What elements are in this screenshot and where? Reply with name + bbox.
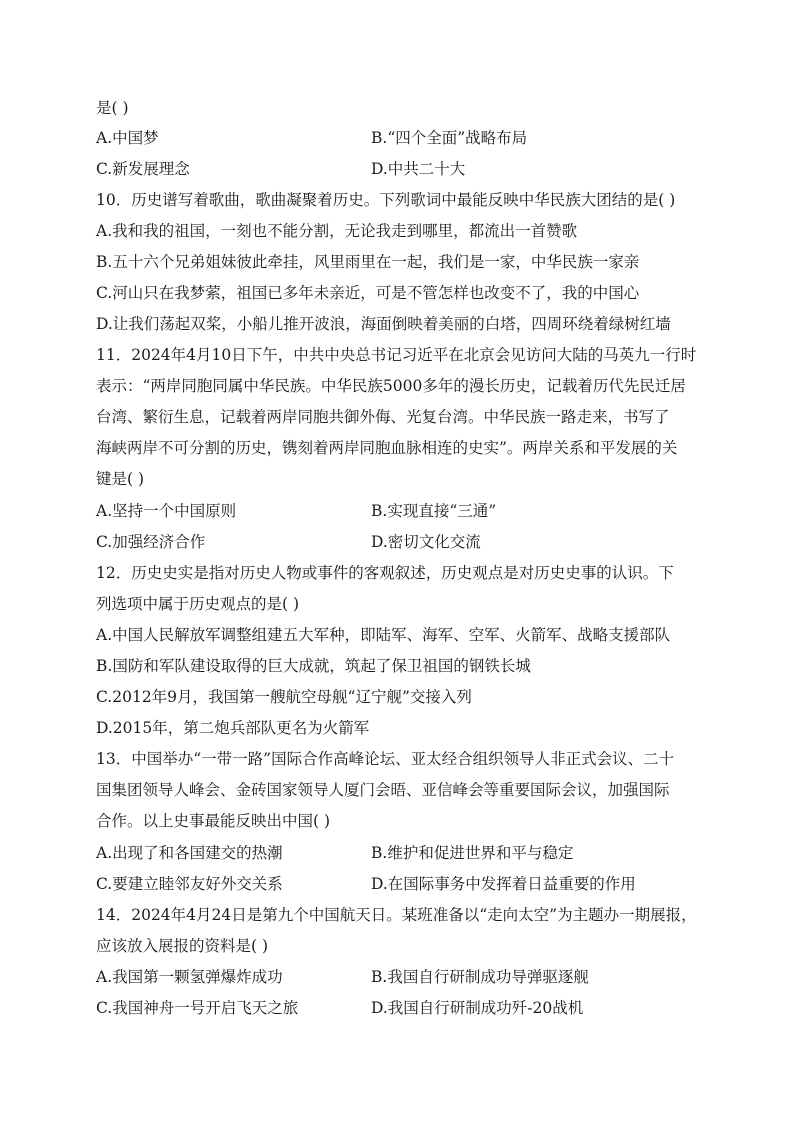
q10-option-a: A.我和我的祖国，一刻也不能分割，无论我走到哪里，都流出一首赞歌 [96,222,578,240]
q13-stem-line: 合作。以上史事最能反映出中国( ) [96,812,331,830]
q9-option-a: A.中国梦 [96,129,159,147]
q9-stem-tail: 是( ) [96,99,129,117]
q11-option-b: B.实现直接“三通” [371,502,497,520]
q11-stem-line: 海峡两岸不可分割的历史，镌刻着两岸同胞血脉相连的史实”。两岸关系和平发展的关 [96,439,678,457]
q14-stem-line: 应该放入展报的资料是( ) [96,937,269,955]
q10-option-d: D.让我们荡起双桨，小船儿推开波浪，海面倒映着美丽的白塔，四周环绕着绿树红墙 [96,315,671,333]
q11-stem-line: 11．2024年4月10日下午，中共中央总书记习近平在北京会见访问大陆的马英九一行时 [96,346,697,364]
q12-option-a: A.中国人民解放军调整组建五大军种，即陆军、海军、空军、火箭军、战略支援部队 [96,626,671,644]
q14-option-b: B.我国自行研制成功导弹驱逐舰 [371,968,589,986]
q11-option-a: A.坚持一个中国原则 [96,502,237,520]
q11-stem-line: 表示：“两岸同胞同属中华民族。中华民族5000多年的漫长历史，记载着历代先民迁居 [96,377,686,395]
q12-option-c: C.2012年9月，我国第一艘航空母舰“辽宁舰”交接入列 [96,688,472,706]
q13-stem-line: 国集团领导人峰会、金砖国家领导人厦门会晤、亚信峰会等重要国际会议，加强国际 [96,781,670,799]
q10-stem: 10．历史谱写着歌曲，歌曲凝聚着历史。下列歌词中最能反映中华民族大团结的是( ) [96,191,676,209]
q13-option-d: D.在国际事务中发挥着日益重要的作用 [371,875,636,893]
q13-stem-line: 13．中国举办“一带一路”国际合作高峰论坛、亚太经合组织领导人非正式会议、二十 [96,750,675,768]
q14-option-d: D.我国自行研制成功歼-20战机 [371,999,584,1017]
q14-stem-line: 14．2024年4月24日是第九个中国航天日。某班准备以“走向太空”为主题办一期展报， [96,906,697,924]
q12-option-b: B.国防和军队建设取得的巨大成就，筑起了保卫祖国的钢铁长城 [96,657,531,675]
q12-stem-line: 列选项中属于历史观点的是( ) [96,595,300,613]
q13-option-c: C.要建立睦邻友好外交关系 [96,875,283,893]
q11-option-d: D.密切文化交流 [371,533,481,551]
q10-option-b: B.五十六个兄弟姐妹彼此牵挂，风里雨里在一起，我们是一家，中华民族一家亲 [96,253,640,271]
q14-option-a: A.我国第一颗氢弹爆炸成功 [96,968,283,986]
q11-option-c: C.加强经济合作 [96,533,206,551]
q12-option-d: D.2015年，第二炮兵部队更名为火箭军 [96,719,370,737]
q10-option-c: C.河山只在我梦萦，祖国已多年未亲近，可是不管怎样也改变不了，我的中国心 [96,284,640,302]
q9-option-c: C.新发展理念 [96,160,190,178]
q14-option-c: C.我国神舟一号开启飞天之旅 [96,999,299,1017]
q12-stem-line: 12．历史史实是指对历史人物或事件的客观叙述，历史观点是对历史史事的认识。下 [96,564,674,582]
q9-option-d: D.中共二十大 [371,160,466,178]
q11-stem-line: 台湾、繁衍生息，记载着两岸同胞共御外侮、光复台湾。中华民族一路走来，书写了 [96,408,670,426]
q13-option-b: B.维护和促进世界和平与稳定 [371,844,574,862]
q9-option-b: B.“四个全面”战略布局 [371,129,528,147]
q13-option-a: A.出现了和各国建交的热潮 [96,844,283,862]
q11-stem-line: 键是( ) [96,470,145,488]
